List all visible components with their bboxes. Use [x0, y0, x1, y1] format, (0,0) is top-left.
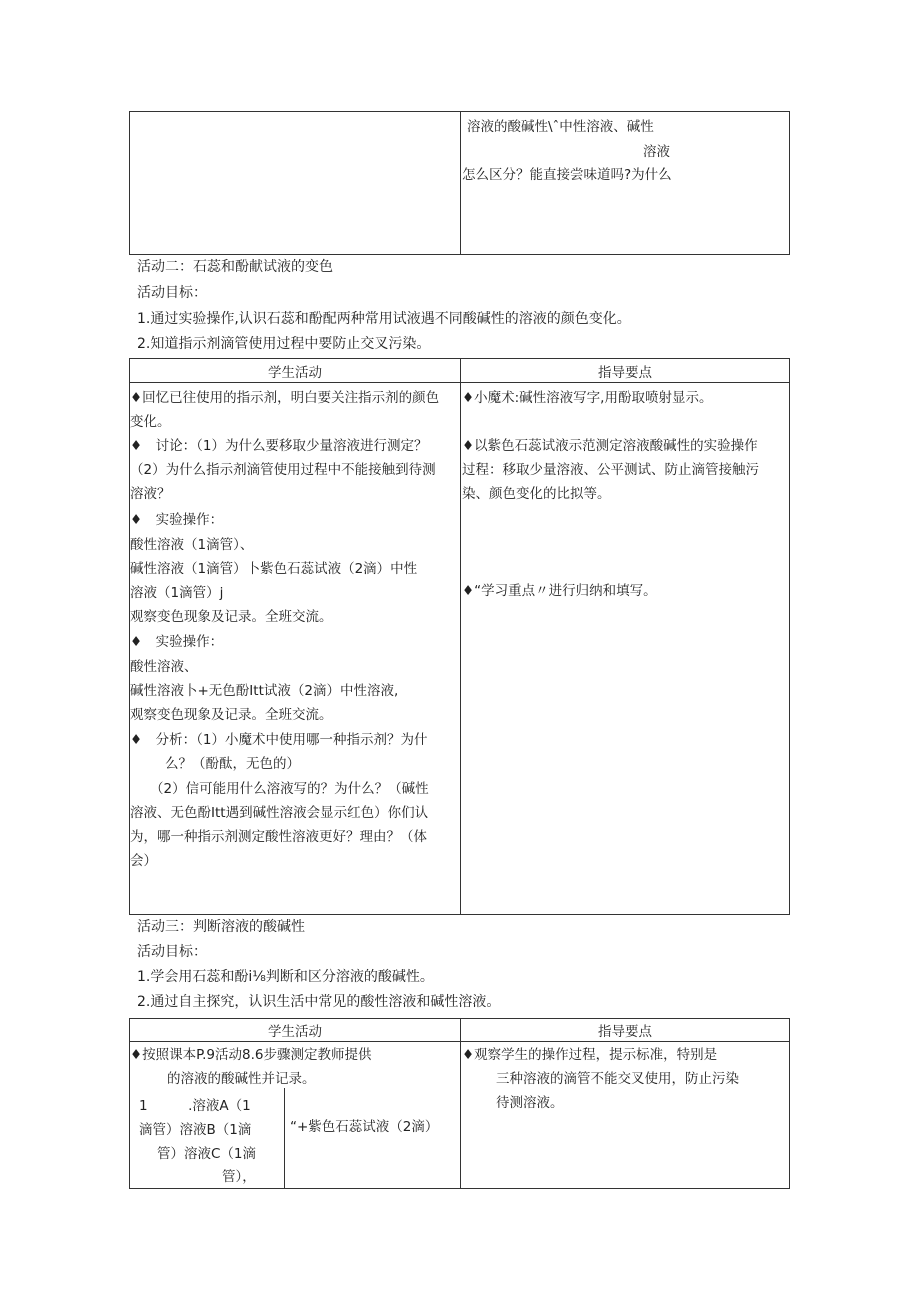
activity-3-goal-label: 活动目标：	[137, 944, 207, 960]
activity-3-goal-2: 2.通过自主探究，认识生活中常见的酸性溶液和碱性溶液。	[137, 994, 501, 1010]
table-3-inner-divider	[284, 1088, 285, 1189]
t3-inner-line: 滴管）溶液B（1滴	[139, 1122, 252, 1138]
t2-left-line: 溶液？	[130, 486, 171, 502]
t2-left-line: 碱性溶液（1滴管）卜紫色石蕊试液（2滴）中性	[130, 561, 418, 577]
t2-left-line: ♦ 分析：（1）小魔术中使用哪一种指示剂？为什	[130, 732, 428, 748]
t3-left-line: 的溶液的酸碱性并记录。	[167, 1071, 316, 1087]
t3-inner-right: “+紫色石蕊试液（2滴）	[290, 1119, 439, 1135]
t2-left-line: 碱性溶液卜+无色酚Itt试液（2滴）中性溶液,	[130, 683, 399, 699]
t3-left-line: ♦按照课本P.9活动8.6步骤测定教师提供	[130, 1047, 372, 1063]
t2-left-line: 观察变色现象及记录。全班交流。	[130, 609, 333, 625]
table-1-right-line-1: 溶液的酸碱性\ˆ中性溶液、碱性	[467, 119, 654, 135]
activity-3-goal-1: 1.学会用石蕊和酚i⅛判断和区分溶液的酸碱性。	[137, 969, 434, 985]
table-2-header-student: 学生活动	[268, 365, 322, 381]
t2-left-line: （2）为什么指示剂滴管使用过程中不能接触到待测	[130, 462, 436, 478]
table-2-divider	[460, 358, 461, 915]
t3-inner-line: 1 .溶液A（1	[139, 1098, 251, 1114]
t3-right-line: ♦观察学生的操作过程，提示标准，特别是	[462, 1047, 718, 1063]
table-3-header-guide: 指导要点	[598, 1024, 652, 1040]
table-2-header-guide: 指导要点	[598, 365, 652, 381]
t2-left-line: 么？（酚酞，无色的）	[165, 756, 300, 772]
t3-right-line: 待测溶液。	[496, 1095, 564, 1111]
t2-right-line: ♦以紫色石蕊试液示范测定溶液酸碱性的实验操作	[462, 438, 758, 454]
t2-right-line: ♦“学习重点〃进行归纳和填写。	[462, 583, 657, 599]
t2-right-line: ♦小魔术:碱性溶液写字,用酚取喷射显示。	[462, 390, 713, 406]
activity-2-goal-1: 1.通过实验操作,认识石蕊和酚配两种常用试液遇不同酸碱性的溶液的颜色变化。	[137, 311, 631, 327]
t3-right-line: 三种溶液的滴管不能交叉使用，防止污染	[496, 1071, 739, 1087]
table-1-right-line-3: 怎么区分？能直接尝味道吗?为什么	[462, 167, 672, 183]
table-1-right-line-2: 溶液	[643, 144, 670, 160]
table-3-divider	[460, 1018, 461, 1189]
t2-left-line: 溶液（1滴管）j	[130, 585, 224, 601]
t2-left-line: 酸性溶液（1滴管）、	[130, 537, 254, 553]
t2-left-line: ♦回忆已往使用的指示剂，明白要关注指示剂的颜色	[130, 390, 440, 406]
t2-left-line: 观察变色现象及记录。全班交流。	[130, 707, 333, 723]
t2-left-line: （2）信可能用什么溶液写的？为什么？（碱性	[150, 781, 429, 797]
table-3-header-student: 学生活动	[268, 1024, 322, 1040]
activity-2-title: 活动二：石蕊和酚献试液的变色	[137, 259, 333, 275]
t2-left-line: 溶液、无色酚Itt遇到碱性溶液会显示红色）你们认	[130, 805, 429, 821]
table-2-header-rule	[129, 382, 790, 383]
activity-3-title: 活动三：判断溶液的酸碱性	[137, 919, 305, 935]
t2-left-line: ♦ 实验操作：	[130, 634, 224, 650]
t2-left-line: 会）	[130, 853, 157, 869]
activity-2-goal-label: 活动目标：	[137, 285, 207, 301]
t2-left-line: 为，哪一种指示剂测定酸性溶液更好？理由？（体	[130, 829, 427, 845]
t2-right-line: 染、颜色变化的比拟等。	[462, 486, 611, 502]
t3-inner-line: 管），	[222, 1169, 256, 1185]
t2-left-line: 变化。	[130, 414, 171, 430]
t2-left-line: ♦ 讨论：（1）为什么要移取少量溶液进行测定？	[130, 438, 428, 454]
activity-2-goal-2: 2.知道指示剂滴管使用过程中要防止交叉污染。	[137, 336, 431, 352]
t2-left-line: ♦ 实验操作：	[130, 512, 224, 528]
t3-inner-line: 管）溶液C（1滴	[157, 1146, 257, 1162]
t2-right-line: 过程：移取少量溶液、公平测试、防止滴管接触污	[462, 462, 759, 478]
table-3-header-rule	[129, 1041, 790, 1042]
table-1-divider	[460, 111, 461, 255]
t2-left-line: 酸性溶液、	[130, 659, 198, 675]
